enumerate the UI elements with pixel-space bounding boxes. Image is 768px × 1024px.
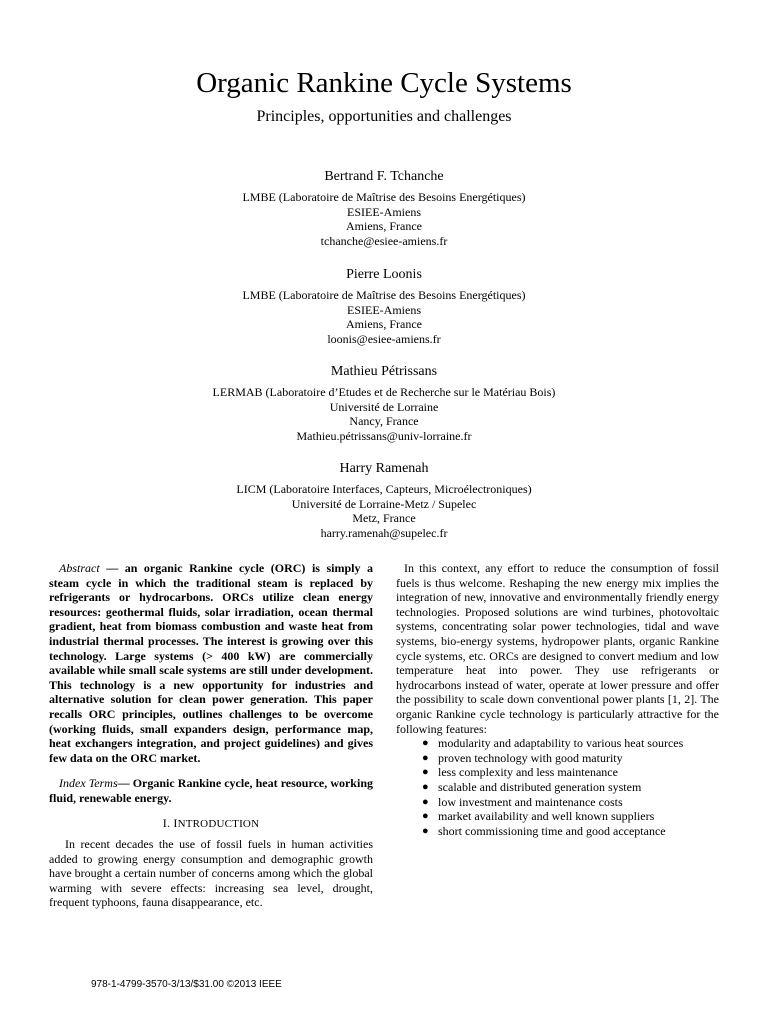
abstract-text: — an organic Rankine cycle (ORC) is simply a steam cycle in which the traditional steam is replaced by refrigerants or hydrocarbons. ORCs utilize clean energy resources: geothermal fluids, solar irradiation, ocean thermal gradient, heat from biomass combustion and waste heat from industrial thermal processes. The interest is growing over this technology. Large systems (> 400 kW) are commercially available while small scale systems are still under development. This technology is a new opportunity for industries and alternative solution for clean power generation. This paper recalls ORC principles, outlines challenges to be overcome (working fluids, small expanders design, performance map, heat exchangers integration, and project guidelines) and gives few data on the ORC market.: [49, 561, 373, 765]
index-terms-lead: Index Terms: [59, 776, 118, 791]
author-name: Pierre Loonis: [346, 267, 422, 282]
bullet-icon: ●: [422, 737, 429, 750]
author-affiliation: LICM (Laboratoire Interfaces, Capteurs, Microélectroniques): [236, 482, 532, 496]
author-affiliation: LMBE (Laboratoire de Maîtrise des Besoins Energétiques): [242, 190, 526, 204]
section-number: I.: [162, 815, 174, 830]
author-affiliation: LMBE (Laboratoire de Maîtrise des Besoins Energétiques): [242, 288, 526, 302]
paper-title: Organic Rankine Cycle Systems: [196, 67, 572, 99]
bullet-icon: ●: [422, 766, 429, 779]
author-location: Amiens, France: [346, 219, 422, 234]
bullet-icon: ●: [422, 780, 429, 793]
author-email: tchanche@esiee-amiens.fr: [320, 233, 448, 248]
index-terms: [49, 776, 373, 805]
list-item: [396, 809, 719, 824]
paper-subtitle: Principles, opportunities and challenges: [256, 108, 512, 125]
list-item-text: proven technology with good maturity: [438, 750, 623, 765]
author-location: Nancy, France: [349, 414, 419, 429]
section-title-rest: NTRODUCTION: [177, 817, 260, 830]
author-block-2: [0, 266, 768, 346]
list-item: [396, 765, 719, 780]
author-block-1: [0, 168, 768, 248]
author-name: Harry Ramenah: [339, 461, 429, 476]
bullet-icon: ●: [422, 795, 429, 808]
section-heading-introduction: [49, 816, 373, 832]
author-name: Bertrand F. Tchanche: [324, 169, 444, 184]
author-email: Mathieu.pétrissans@univ-lorraine.fr: [296, 428, 472, 443]
author-name: Mathieu Pétrissans: [330, 364, 438, 379]
abstract: [49, 561, 373, 765]
bullet-icon: ●: [422, 751, 429, 764]
section-first-letter: I: [173, 815, 178, 830]
copyright-footer: 978-1-4799-3570-3/13/$31.00 ©2013 IEEE: [91, 979, 282, 990]
author-location: Amiens, France: [346, 317, 422, 332]
list-item: [396, 795, 719, 810]
intro-paragraph-right: In this context, any effort to reduce the consumption of fossil fuels is thus welcome. Reshaping the new energy mix implies the integration of new, innovative and environmentally friendly energy technologies. Proposed solutions are wind turbines, photovoltaic systems, concentrating solar power technologies, tidal and wave systems, bio-energy systems, hydropower plants, organic Rankine cycle systems, etc. ORCs are designed to convert medium and low temperature heat into power. They use refrigerants or hydrocarbons instead of water, operate at lower pressure and offer the possibility to scale down conventional power plants [1, 2]. The organic Rankine cycle technology is particularly attractive for the following features:: [396, 561, 719, 736]
abstract-lead: Abstract: [59, 561, 100, 575]
list-item: [396, 751, 719, 766]
left-column: [49, 561, 373, 910]
intro-paragraph-left: In recent decades the use of fossil fuels in human activities added to growing energy consumption and demographic growth have brought a certain number of concerns among which the global warming with severe effects: increasing sea level, drought, frequent typhoons, fauna disappearance, etc.: [49, 837, 373, 910]
list-item-text: market availability and well known suppliers: [438, 809, 655, 824]
author-block-3: [0, 363, 768, 443]
author-email: loonis@esiee-amiens.fr: [327, 331, 441, 346]
list-item: [396, 736, 719, 751]
author-institution: ESIEE-Amiens: [347, 204, 421, 219]
author-block-4: [0, 460, 768, 540]
author-institution: ESIEE-Amiens: [347, 302, 421, 317]
bullet-icon: ●: [422, 810, 429, 823]
index-terms-text: — Organic Rankine cycle, heat resource, working fluid, renewable energy.: [49, 776, 373, 805]
list-item: [396, 780, 719, 795]
features-list: [396, 736, 719, 838]
bullet-icon: ●: [422, 824, 429, 837]
list-item-text: modularity and adaptability to various heat sources: [438, 736, 684, 751]
author-location: Metz, France: [352, 511, 416, 526]
list-item-text: less complexity and less maintenance: [438, 765, 618, 780]
author-institution: Université de Lorraine-Metz / Supelec: [291, 496, 477, 511]
author-institution: Université de Lorraine: [329, 399, 439, 414]
author-affiliation: LERMAB (Laboratoire d’Etudes et de Recherche sur le Matériau Bois): [212, 385, 556, 399]
list-item-text: short commissioning time and good acceptance: [438, 823, 666, 838]
list-item-text: scalable and distributed generation system: [438, 779, 642, 794]
list-item-text: low investment and maintenance costs: [438, 794, 623, 809]
right-column: [396, 561, 719, 838]
list-item: [396, 824, 719, 839]
author-email: harry.ramenah@supelec.fr: [320, 525, 448, 540]
